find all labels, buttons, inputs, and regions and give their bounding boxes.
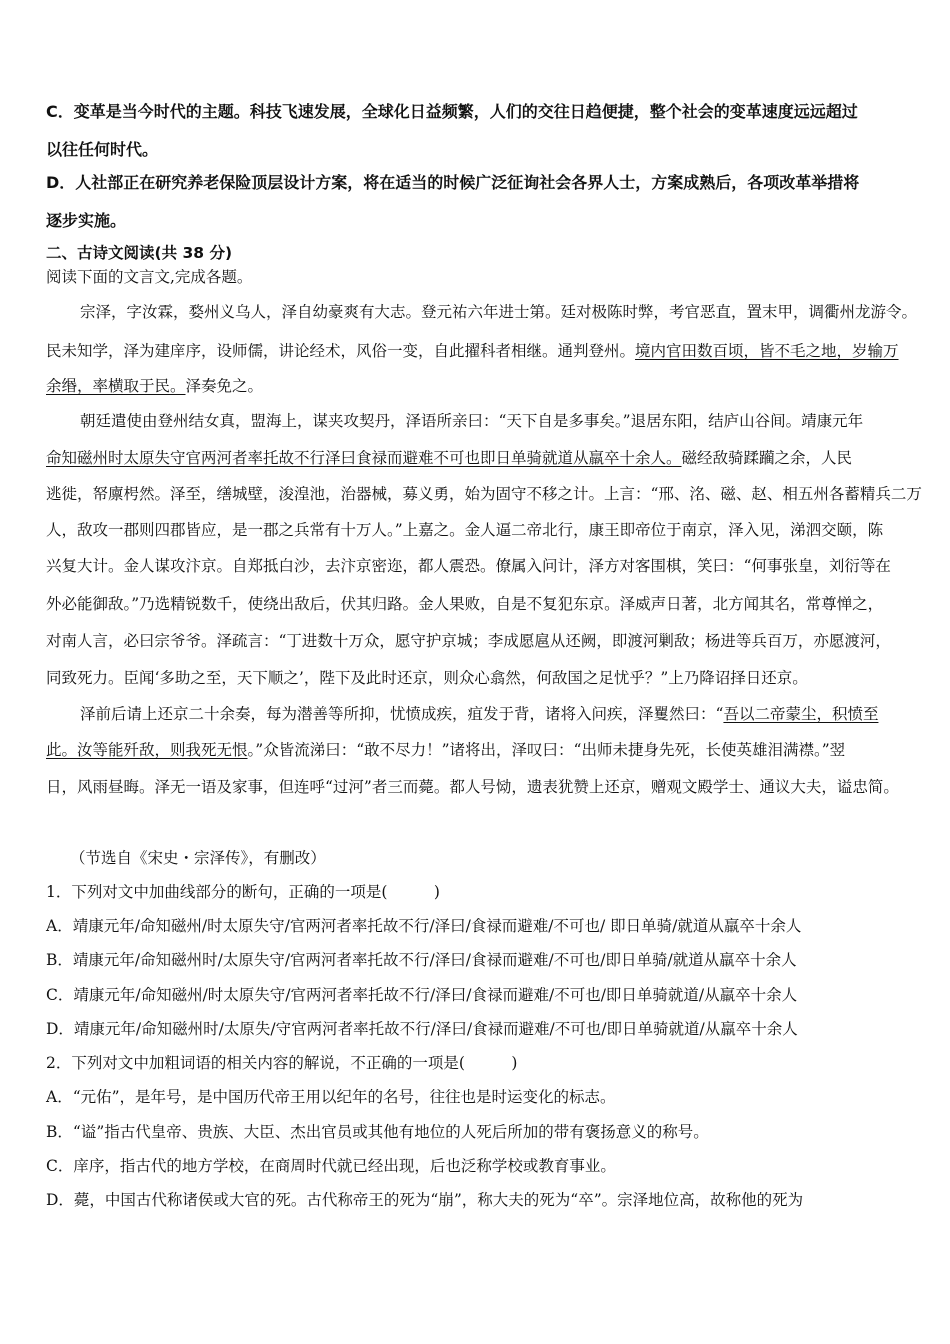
- question-2-option-b: B．“谥”指古代皇帝、贵族、大臣、杰出官员或其他有地位的人死后所加的带有褒扬意义的称号。: [46, 1123, 709, 1141]
- passage-p3-line-1: [80, 703, 878, 725]
- passage-text: 泽前后请上还京二十余奏，每为潜善等所抑，忧愤成疾，疽发于背，诸将入问疾，泽矍然曰：“: [80, 705, 724, 723]
- option-d-line-1: D．人社部正在研究养老保险顶层设计方案，将在适当的时候广泛征询社会各界人士，方案成熟后，各项改革举措将: [46, 173, 860, 192]
- curve-underlined-sentence: 命知磁州时太原失守官两河者率托故不行泽曰食禄而避难不可也即日单骑就道从羸卒十余人。: [46, 449, 682, 467]
- question-1-option-a: A．靖康元年/命知磁州/时太原失守/官两河者率托故不行/泽曰/食禄而避难/不可也/ 即日单骑/就道从羸卒十余人: [46, 917, 802, 935]
- passage-text: 。”众皆流涕曰：“敢不尽力！”诸将出，泽叹曰：“出师未捷身先死，长使英雄泪满襟。”翌: [247, 741, 846, 759]
- passage-p1-line-1: 宗泽，字汝霖，婺州义乌人，泽自幼豪爽有大志。登元祐六年进士第。廷对极陈时弊，考官恶直，置末甲，调衢州龙游令。: [80, 303, 918, 321]
- question-1-option-c: C．靖康元年/命知磁州/时太原失守/官两河者率托故不行/泽曰/食禄而避难/不可也/即日单骑就道/从羸卒十余人: [46, 986, 798, 1004]
- passage-p2-line-6: 外必能御敌。”乃选精锐数千，使绕出敌后，伏其归路。金人果败，自是不复犯东京。泽威声日著，北方闻其名，常尊惮之，: [46, 595, 884, 613]
- underlined-passage-text: 余缗，率横取于民。: [46, 377, 186, 395]
- passage-p2-line-4: 人，敌攻一郡则四郡皆应，是一郡之兵常有十万人。”上嘉之。金人逼二帝北行，康王即帝位于南京，泽入见，涕泗交颐，陈: [46, 521, 884, 539]
- question-2-option-d: D．薨，中国古代称诸侯或大官的死。古代称帝王的死为“崩”，称大夫的死为“卒”。宗泽地位高，故称他的死为: [46, 1191, 804, 1209]
- question-1-stem: 1．下列对文中加曲线部分的断句，正确的一项是( ): [46, 883, 440, 901]
- passage-p2-line-2: [46, 447, 852, 469]
- passage-p2-line-5: 兴复大计。金人谋攻汴京。自郑抵白沙，去汴京密迩，都人震恐。僚属入问计，泽方对客围棋，笑曰：“何事张皇，刘衍等在: [46, 557, 891, 575]
- passage-p3-line-3: 日，风雨昼晦。泽无一语及家事，但连呼“过河”者三而薨。都人号恸，遗表犹赞上还京，赠观文殿学士、通议大夫，谥忠简。: [46, 778, 899, 796]
- question-2-option-c: C．庠序，指古代的地方学校，在商周时代就已经出现，后也泛称学校或教育事业。: [46, 1157, 616, 1175]
- passage-p2-line-7: 对南人言，必曰宗爷爷。泽疏言：“丁进数十万众，愿守护京城；李成愿扈从还阙，即渡河剿敌；杨进等兵百万，亦愿渡河，: [46, 632, 891, 650]
- passage-source: （节选自《宋史・宗泽传》，有删改）: [70, 849, 326, 867]
- question-2-stem: 2．下列对文中加粗词语的相关内容的解说，不正确的一项是( ): [46, 1054, 518, 1072]
- passage-p2-line-3: 逃徙，帑廪枵然。泽至，缮城壁，浚湟池，治器械，募义勇，始为固守不移之计。上言：“邢、洺、磁、赵、相五州各蓄精兵二万: [46, 485, 922, 503]
- passage-text: 泽奏免之。: [185, 377, 264, 395]
- passage-p2-line-1: 朝廷遣使由登州结女真，盟海上，谋夹攻契丹，泽语所亲曰：“天下自是多事矣。”退居东阳，结庐山谷间。靖康元年: [80, 412, 864, 430]
- question-1-option-b: B．靖康元年/命知磁州时/太原失守/官两河者率托故不行/泽曰/食禄而避难/不可也/即日单骑/就道从羸卒十余人: [46, 951, 797, 969]
- section-title: 二、古诗文阅读(共 38 分): [46, 244, 233, 262]
- question-2-option-a: A．“元佑”，是年号，是中国历代帝王用以纪年的名号，往往也是时运变化的标志。: [46, 1088, 616, 1106]
- question-1-option-d: D．靖康元年/命知磁州时/太原失/守官两河者率托故不行/泽曰/食禄而避难/不可也/即日单骑就道/从羸卒十余人: [46, 1020, 798, 1038]
- passage-text: 民未知学，泽为建庠序，设师儒，讲论经术，风俗一变，自此擢科者相继。通判登州。: [46, 342, 636, 360]
- underlined-passage-text: 吾以二帝蒙尘，积愤至: [723, 705, 879, 723]
- passage-text: 磁经敌骑蹂躏之余，人民: [681, 449, 853, 467]
- section-instruction: 阅读下面的文言文,完成各题。: [46, 268, 253, 286]
- underlined-passage-text: 此。汝等能歼敌，则我死无恨: [46, 741, 248, 759]
- option-d-line-2: 逐步实施。: [46, 211, 127, 230]
- passage-p1-line-2: [46, 340, 899, 362]
- passage-p2-line-8: 同致死力。臣闻‘多助之至，天下顺之’，陛下及此时还京，则众心翕然，何敌国之足忧乎？”上乃降诏择日还京。: [46, 669, 808, 687]
- option-c-line-1: C．变革是当今时代的主题。科技飞速发展，全球化日益频繁，人们的交往日趋便捷，整个社会的变革速度远远超过: [46, 102, 858, 121]
- passage-p3-line-2: [46, 739, 845, 761]
- passage-p1-line-3: [46, 375, 263, 397]
- option-c-line-2: 以往任何时代。: [46, 140, 159, 159]
- underlined-passage-text: 境内官田数百顷，皆不毛之地，岁输万: [635, 342, 899, 360]
